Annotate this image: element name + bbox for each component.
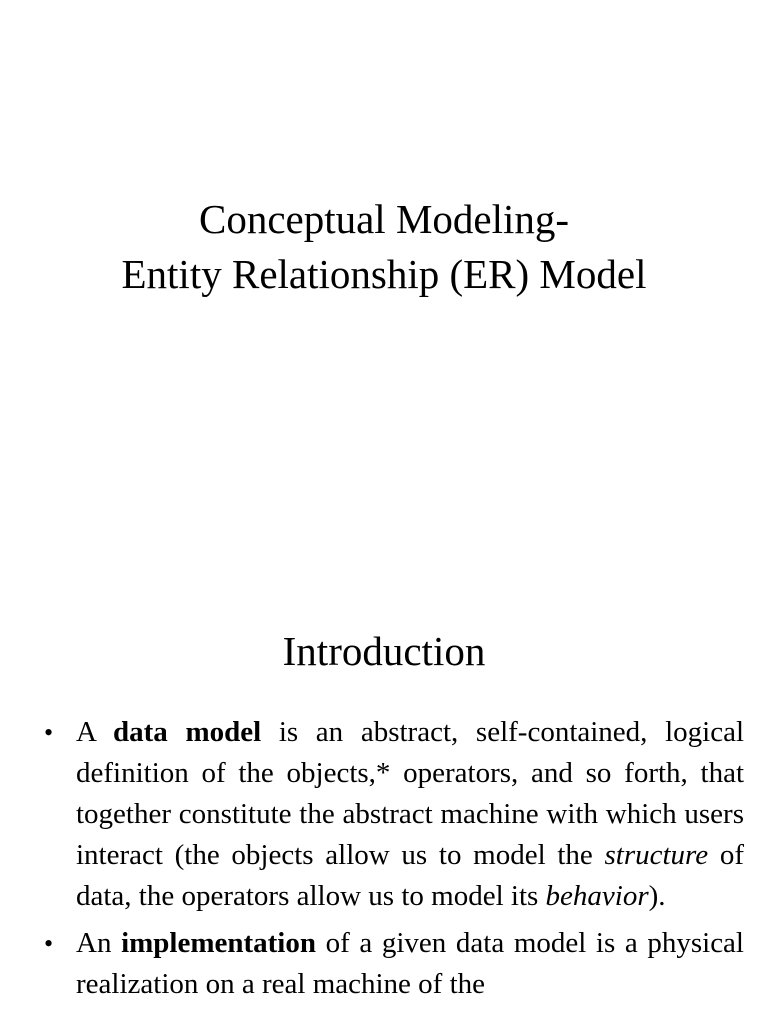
bullet-text-post: of a given data model is a physical realization on a real machine of the xyxy=(76,927,744,1000)
bullet-text-post: ). xyxy=(648,880,666,912)
bullet-dot-icon: • xyxy=(44,929,54,958)
slide-heading: Introduction xyxy=(282,628,486,674)
bullet-text-mid2: of data, the operators allow us to model its xyxy=(76,839,744,912)
emphasis-structure: structure xyxy=(604,839,709,871)
title-line-2: Entity Relationship (ER) Model xyxy=(121,251,647,297)
title-line-1: Conceptual Modeling- xyxy=(198,196,570,242)
bullet-text-mid1: is an abstract, self-contained, logical definition of the objects,* operators, and so forth, that together constitute the abstract machine with which users interact (the objects allow us to model the xyxy=(76,716,744,871)
bullet-implementation xyxy=(44,923,744,1005)
bullet-data-model xyxy=(44,712,744,917)
slide-title xyxy=(0,192,768,302)
bullet-text-pre: An xyxy=(76,927,122,959)
bullet-text-pre: A xyxy=(76,716,113,748)
term-implementation: implementation xyxy=(121,927,316,959)
term-data-model: data model xyxy=(113,716,262,748)
introduction-slide xyxy=(0,576,768,1024)
emphasis-behavior: behavior xyxy=(545,880,649,912)
bullet-list xyxy=(44,712,744,1011)
bullet-dot-icon: • xyxy=(44,718,54,747)
